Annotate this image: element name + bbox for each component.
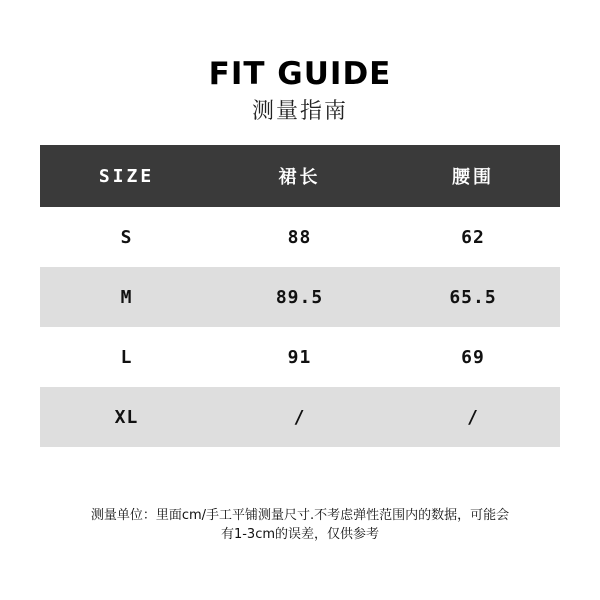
table-row: [40, 207, 560, 267]
header-size: SIZE: [98, 165, 155, 187]
waist-cell: 69: [461, 346, 485, 368]
table-row: [40, 267, 560, 327]
size-cell: M: [120, 286, 133, 308]
skirt-length-cell: 89.5: [275, 286, 324, 308]
size-cell: S: [120, 226, 133, 248]
skirt-length-cell: 88: [287, 226, 312, 248]
header-skirt-length: 裙长: [278, 167, 321, 188]
size-cell: XL: [114, 406, 139, 428]
waist-cell: 65.5: [449, 286, 497, 308]
table-header-row: [40, 145, 560, 207]
size-cell: L: [120, 346, 133, 368]
skirt-length-cell: /: [293, 406, 306, 428]
waist-cell: /: [467, 406, 479, 428]
size-table: [40, 145, 560, 447]
skirt-length-cell: 91: [287, 346, 312, 368]
measurement-note: [30, 506, 570, 544]
table-row: [40, 387, 560, 447]
waist-cell: 62: [461, 226, 485, 248]
table-row: [40, 327, 560, 387]
header-waist: 腰围: [452, 167, 494, 188]
note-line-2: 有1-3cm的误差，仅供参考: [220, 527, 380, 542]
page-subtitle: 测量指南: [251, 99, 348, 124]
note-line-1: 测量单位：里面cm/手工平铺测量尺寸.不考虑弹性范围内的数据，可能会: [90, 508, 510, 523]
page-title: FIT GUIDE: [208, 56, 392, 92]
